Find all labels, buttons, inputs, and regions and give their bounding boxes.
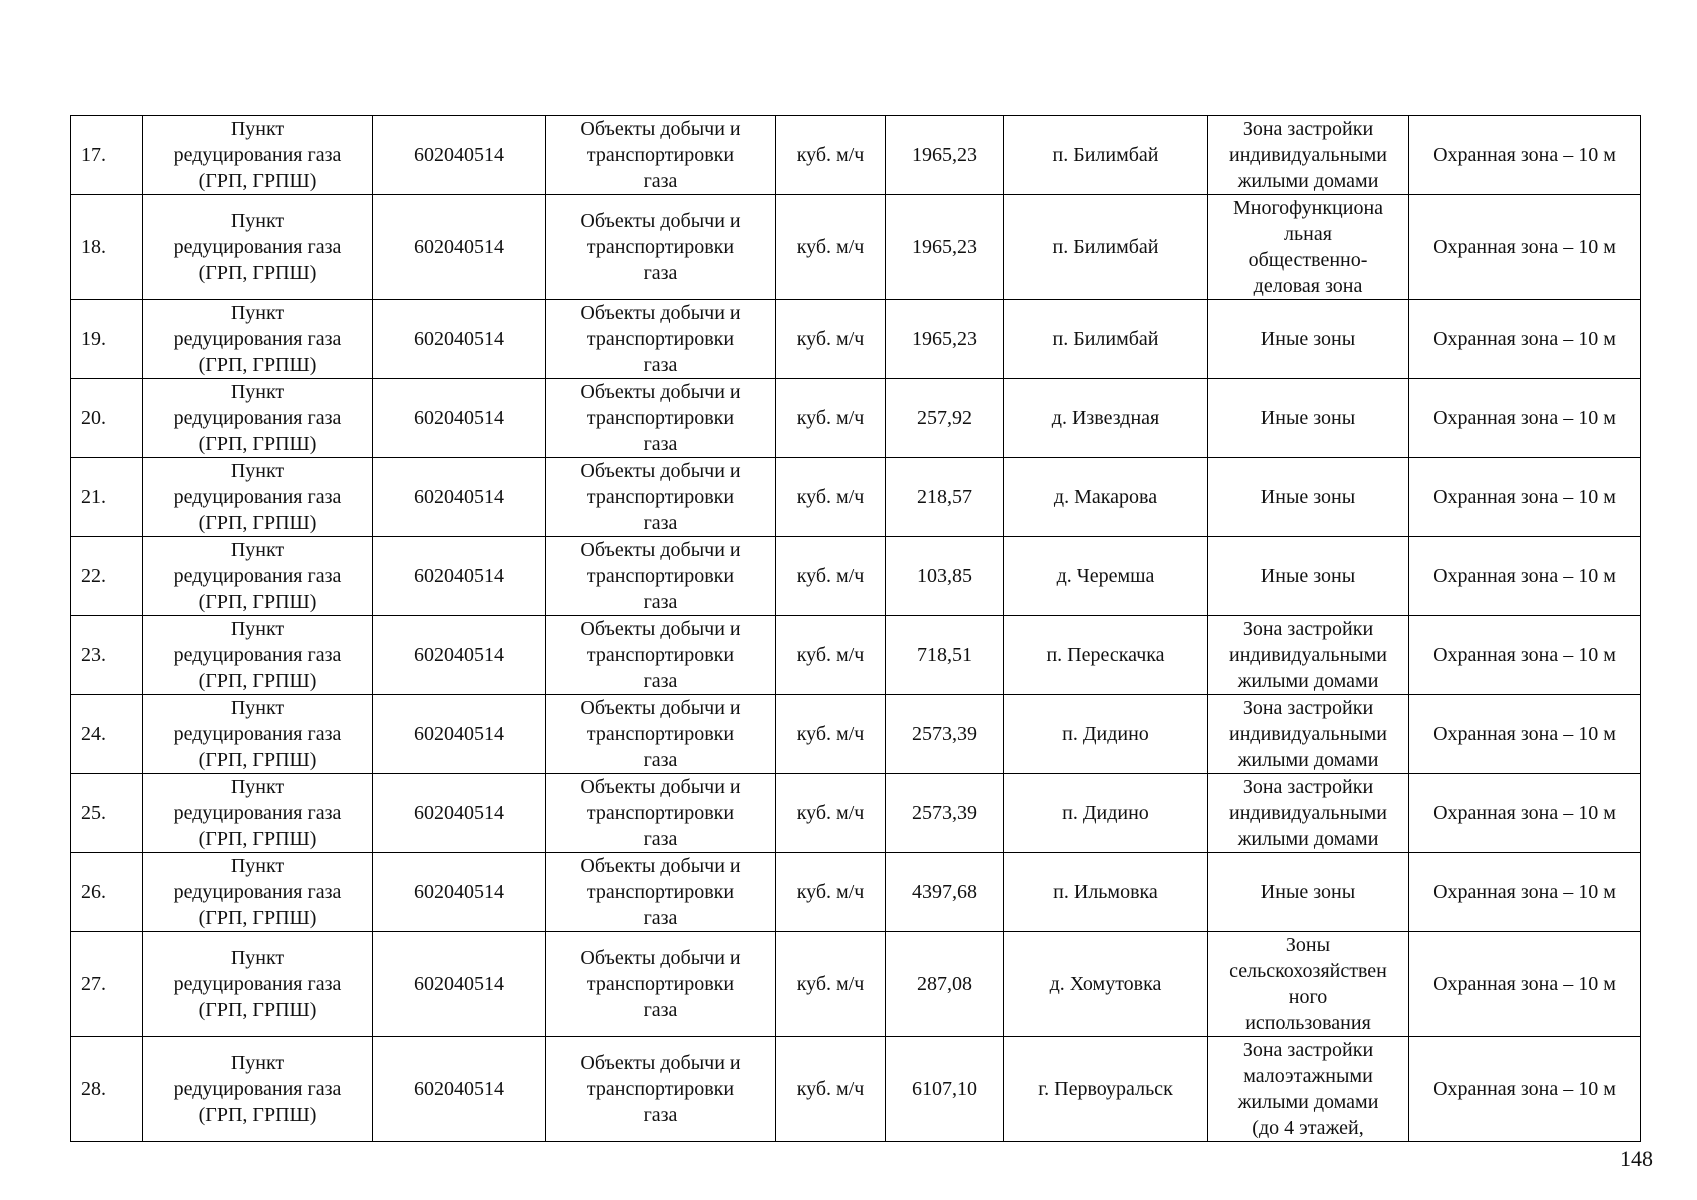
- object-type-line: газа: [643, 591, 678, 613]
- object-type-line: транспортировки: [586, 486, 735, 508]
- object-name-line: Пункт: [230, 618, 285, 640]
- object-type-line: Объекты добычи и: [580, 460, 741, 482]
- restriction-cell: Охранная зона – 10 м: [1409, 932, 1641, 1037]
- zone-cell: [1208, 116, 1409, 195]
- object-type-line: Объекты добычи и: [580, 539, 741, 561]
- object-name-line: Пункт: [230, 776, 285, 798]
- row-number-cell: 20.: [71, 379, 143, 458]
- unit-cell: куб. м/ч: [776, 116, 886, 195]
- object-name-line: редуцирования газа: [173, 236, 342, 258]
- zone-line: малоэтажными: [1243, 1065, 1373, 1087]
- object-name-line: редуцирования газа: [173, 723, 342, 745]
- object-type-line: Объекты добычи и: [580, 302, 741, 324]
- restriction-cell: Охранная зона – 10 м: [1409, 774, 1641, 853]
- zone-line: Зона застройки: [1242, 776, 1374, 798]
- zone-cell: [1208, 774, 1409, 853]
- location-cell: п. Дидино: [1004, 695, 1208, 774]
- object-type-line: Объекты добычи и: [580, 210, 741, 232]
- zone-line: Зона застройки: [1242, 118, 1374, 140]
- object-type-line: газа: [643, 1104, 678, 1126]
- restriction-cell: Охранная зона – 10 м: [1409, 458, 1641, 537]
- object-name-cell: [143, 616, 373, 695]
- object-name-line: Пункт: [230, 947, 285, 969]
- object-name-line: (ГРП, ГРПШ): [198, 170, 317, 192]
- table-body: [71, 116, 1641, 1142]
- object-code-cell: 602040514: [373, 537, 546, 616]
- capacity-value-cell: 6107,10: [886, 1037, 1004, 1142]
- object-type-line: газа: [643, 999, 678, 1021]
- object-type-line: газа: [643, 262, 678, 284]
- object-name-line: (ГРП, ГРПШ): [198, 512, 317, 534]
- location-cell: п. Ильмовка: [1004, 853, 1208, 932]
- object-type-cell: [546, 1037, 776, 1142]
- row-number-cell: 23.: [71, 616, 143, 695]
- object-type-cell: [546, 300, 776, 379]
- object-name-line: Пункт: [230, 118, 285, 140]
- location-cell: д. Черемша: [1004, 537, 1208, 616]
- zone-line: жилыми домами: [1237, 670, 1379, 692]
- object-type-line: транспортировки: [586, 407, 735, 429]
- unit-cell: куб. м/ч: [776, 379, 886, 458]
- table-row: [71, 300, 1641, 379]
- object-name-cell: [143, 853, 373, 932]
- zone-line: Зона застройки: [1242, 697, 1374, 719]
- object-name-line: Пункт: [230, 697, 285, 719]
- table-row: [71, 853, 1641, 932]
- zone-line: Иные зоны: [1260, 486, 1356, 508]
- row-number-cell: 25.: [71, 774, 143, 853]
- zone-line: деловая зона: [1253, 275, 1363, 297]
- object-name-line: (ГРП, ГРПШ): [198, 433, 317, 455]
- object-type-line: Объекты добычи и: [580, 697, 741, 719]
- capacity-value-cell: 218,57: [886, 458, 1004, 537]
- unit-cell: куб. м/ч: [776, 616, 886, 695]
- zone-line: сельскохозяйствен: [1229, 960, 1387, 982]
- object-name-line: редуцирования газа: [173, 881, 342, 903]
- unit-cell: куб. м/ч: [776, 300, 886, 379]
- object-name-line: (ГРП, ГРПШ): [198, 907, 317, 929]
- object-name-line: редуцирования газа: [173, 973, 342, 995]
- zone-line: индивидуальными: [1229, 144, 1387, 166]
- table-row: [71, 774, 1641, 853]
- capacity-value-cell: 103,85: [886, 537, 1004, 616]
- object-type-line: Объекты добычи и: [580, 118, 741, 140]
- object-name-cell: [143, 695, 373, 774]
- object-type-line: транспортировки: [586, 973, 735, 995]
- object-code-cell: 602040514: [373, 379, 546, 458]
- unit-cell: куб. м/ч: [776, 774, 886, 853]
- object-name-line: (ГРП, ГРПШ): [198, 749, 317, 771]
- object-type-line: Объекты добычи и: [580, 776, 741, 798]
- zone-cell: [1208, 537, 1409, 616]
- object-name-line: редуцирования газа: [173, 407, 342, 429]
- object-code-cell: 602040514: [373, 300, 546, 379]
- object-name-line: редуцирования газа: [173, 144, 342, 166]
- object-type-cell: [546, 695, 776, 774]
- zone-line: Зона застройки: [1242, 1039, 1374, 1061]
- zone-cell: [1208, 616, 1409, 695]
- object-name-cell: [143, 458, 373, 537]
- capacity-value-cell: 257,92: [886, 379, 1004, 458]
- object-type-cell: [546, 616, 776, 695]
- zone-cell: [1208, 853, 1409, 932]
- object-code-cell: 602040514: [373, 853, 546, 932]
- zone-cell: [1208, 932, 1409, 1037]
- zone-line: жилыми домами: [1237, 170, 1379, 192]
- object-type-line: Объекты добычи и: [580, 855, 741, 877]
- object-name-line: (ГРП, ГРПШ): [198, 999, 317, 1021]
- object-name-line: редуцирования газа: [173, 1078, 342, 1100]
- capacity-value-cell: 287,08: [886, 932, 1004, 1037]
- location-cell: п. Билимбай: [1004, 195, 1208, 300]
- object-name-cell: [143, 116, 373, 195]
- restriction-cell: Охранная зона – 10 м: [1409, 1037, 1641, 1142]
- unit-cell: куб. м/ч: [776, 695, 886, 774]
- object-name-cell: [143, 300, 373, 379]
- object-name-line: Пункт: [230, 460, 285, 482]
- zone-line: использования: [1245, 1012, 1371, 1034]
- object-code-cell: 602040514: [373, 616, 546, 695]
- table-row: [71, 695, 1641, 774]
- object-name-cell: [143, 379, 373, 458]
- object-name-line: редуцирования газа: [173, 328, 342, 350]
- unit-cell: куб. м/ч: [776, 1037, 886, 1142]
- object-type-line: газа: [643, 907, 678, 929]
- object-name-line: (ГРП, ГРПШ): [198, 1104, 317, 1126]
- object-name-line: редуцирования газа: [173, 644, 342, 666]
- row-number-cell: 24.: [71, 695, 143, 774]
- zone-line: Многофункциона: [1232, 197, 1384, 219]
- unit-cell: куб. м/ч: [776, 932, 886, 1037]
- object-name-cell: [143, 1037, 373, 1142]
- object-type-cell: [546, 458, 776, 537]
- object-type-line: транспортировки: [586, 236, 735, 258]
- zone-line: индивидуальными: [1229, 644, 1387, 666]
- row-number-cell: 26.: [71, 853, 143, 932]
- capacity-value-cell: 4397,68: [886, 853, 1004, 932]
- table-row: [71, 616, 1641, 695]
- zone-cell: [1208, 695, 1409, 774]
- object-name-cell: [143, 195, 373, 300]
- object-name-line: редуцирования газа: [173, 486, 342, 508]
- zone-cell: [1208, 1037, 1409, 1142]
- table-row: [71, 116, 1641, 195]
- object-type-line: транспортировки: [586, 1078, 735, 1100]
- capacity-value-cell: 2573,39: [886, 695, 1004, 774]
- zone-line: Иные зоны: [1260, 565, 1356, 587]
- object-name-line: Пункт: [230, 302, 285, 324]
- object-name-cell: [143, 537, 373, 616]
- object-code-cell: 602040514: [373, 932, 546, 1037]
- restriction-cell: Охранная зона – 10 м: [1409, 195, 1641, 300]
- location-cell: п. Перескачка: [1004, 616, 1208, 695]
- zone-cell: [1208, 300, 1409, 379]
- location-cell: д. Макарова: [1004, 458, 1208, 537]
- object-type-line: Объекты добычи и: [580, 381, 741, 403]
- zone-line: Зона застройки: [1242, 618, 1374, 640]
- row-number-cell: 19.: [71, 300, 143, 379]
- capacity-value-cell: 2573,39: [886, 774, 1004, 853]
- unit-cell: куб. м/ч: [776, 537, 886, 616]
- object-type-cell: [546, 537, 776, 616]
- page-number: 148: [1620, 1146, 1653, 1171]
- object-name-line: Пункт: [230, 381, 285, 403]
- object-type-line: транспортировки: [586, 328, 735, 350]
- object-name-line: Пункт: [230, 539, 285, 561]
- row-number-cell: 18.: [71, 195, 143, 300]
- capacity-value-cell: 1965,23: [886, 195, 1004, 300]
- row-number-cell: 22.: [71, 537, 143, 616]
- location-cell: д. Извездная: [1004, 379, 1208, 458]
- object-type-line: Объекты добычи и: [580, 947, 741, 969]
- object-code-cell: 602040514: [373, 695, 546, 774]
- object-name-line: (ГРП, ГРПШ): [198, 262, 317, 284]
- object-name-line: Пункт: [230, 855, 285, 877]
- table-row: [71, 932, 1641, 1037]
- restriction-cell: Охранная зона – 10 м: [1409, 853, 1641, 932]
- object-type-cell: [546, 379, 776, 458]
- table-row: [71, 195, 1641, 300]
- object-name-line: редуцирования газа: [173, 802, 342, 824]
- location-cell: п. Дидино: [1004, 774, 1208, 853]
- object-code-cell: 602040514: [373, 116, 546, 195]
- zone-line: общественно-: [1248, 249, 1368, 271]
- row-number-cell: 27.: [71, 932, 143, 1037]
- object-type-cell: [546, 195, 776, 300]
- object-name-line: (ГРП, ГРПШ): [198, 354, 317, 376]
- object-code-cell: 602040514: [373, 458, 546, 537]
- unit-cell: куб. м/ч: [776, 195, 886, 300]
- object-name-line: Пункт: [230, 1052, 285, 1074]
- object-type-cell: [546, 932, 776, 1037]
- row-number-cell: 28.: [71, 1037, 143, 1142]
- capacity-value-cell: 1965,23: [886, 300, 1004, 379]
- restriction-cell: Охранная зона – 10 м: [1409, 379, 1641, 458]
- object-type-line: транспортировки: [586, 644, 735, 666]
- zone-line: жилыми домами: [1237, 828, 1379, 850]
- object-type-line: транспортировки: [586, 802, 735, 824]
- object-type-line: транспортировки: [586, 881, 735, 903]
- object-type-line: газа: [643, 512, 678, 534]
- object-type-line: транспортировки: [586, 144, 735, 166]
- unit-cell: куб. м/ч: [776, 853, 886, 932]
- zone-line: (до 4 этажей,: [1252, 1117, 1364, 1139]
- table-row: [71, 458, 1641, 537]
- object-name-line: редуцирования газа: [173, 565, 342, 587]
- table-row: [71, 1037, 1641, 1142]
- location-cell: г. Первоуральск: [1004, 1037, 1208, 1142]
- row-number-cell: 17.: [71, 116, 143, 195]
- zone-cell: [1208, 379, 1409, 458]
- location-cell: п. Билимбай: [1004, 300, 1208, 379]
- object-type-line: газа: [643, 670, 678, 692]
- objects-table: [70, 115, 1641, 1142]
- object-name-line: (ГРП, ГРПШ): [198, 670, 317, 692]
- restriction-cell: Охранная зона – 10 м: [1409, 616, 1641, 695]
- row-number-cell: 21.: [71, 458, 143, 537]
- object-type-line: газа: [643, 749, 678, 771]
- object-code-cell: 602040514: [373, 195, 546, 300]
- object-code-cell: 602040514: [373, 774, 546, 853]
- object-type-line: Объекты добычи и: [580, 618, 741, 640]
- object-type-line: газа: [643, 828, 678, 850]
- restriction-cell: Охранная зона – 10 м: [1409, 116, 1641, 195]
- capacity-value-cell: 718,51: [886, 616, 1004, 695]
- zone-line: Иные зоны: [1260, 407, 1356, 429]
- object-code-cell: 602040514: [373, 1037, 546, 1142]
- table-row: [71, 537, 1641, 616]
- object-name-line: Пункт: [230, 210, 285, 232]
- object-name-cell: [143, 932, 373, 1037]
- zone-line: ного: [1288, 986, 1328, 1008]
- zone-line: индивидуальными: [1229, 723, 1387, 745]
- zone-line: Зоны: [1285, 934, 1331, 956]
- object-type-line: транспортировки: [586, 723, 735, 745]
- zone-line: Иные зоны: [1260, 881, 1356, 903]
- restriction-cell: Охранная зона – 10 м: [1409, 537, 1641, 616]
- object-type-line: газа: [643, 170, 678, 192]
- object-type-line: Объекты добычи и: [580, 1052, 741, 1074]
- zone-line: жилыми домами: [1237, 749, 1379, 771]
- capacity-value-cell: 1965,23: [886, 116, 1004, 195]
- zone-line: жилыми домами: [1237, 1091, 1379, 1113]
- object-type-cell: [546, 116, 776, 195]
- restriction-cell: Охранная зона – 10 м: [1409, 695, 1641, 774]
- location-cell: д. Хомутовка: [1004, 932, 1208, 1037]
- zone-cell: [1208, 458, 1409, 537]
- location-cell: п. Билимбай: [1004, 116, 1208, 195]
- unit-cell: куб. м/ч: [776, 458, 886, 537]
- table-row: [71, 379, 1641, 458]
- zone-cell: [1208, 195, 1409, 300]
- zone-line: индивидуальными: [1229, 802, 1387, 824]
- object-name-line: (ГРП, ГРПШ): [198, 828, 317, 850]
- object-name-line: (ГРП, ГРПШ): [198, 591, 317, 613]
- object-type-line: транспортировки: [586, 565, 735, 587]
- object-type-line: газа: [643, 433, 678, 455]
- object-type-cell: [546, 853, 776, 932]
- object-type-line: газа: [643, 354, 678, 376]
- object-name-cell: [143, 774, 373, 853]
- zone-line: Иные зоны: [1260, 328, 1356, 350]
- object-type-cell: [546, 774, 776, 853]
- restriction-cell: Охранная зона – 10 м: [1409, 300, 1641, 379]
- zone-line: льная: [1284, 223, 1332, 245]
